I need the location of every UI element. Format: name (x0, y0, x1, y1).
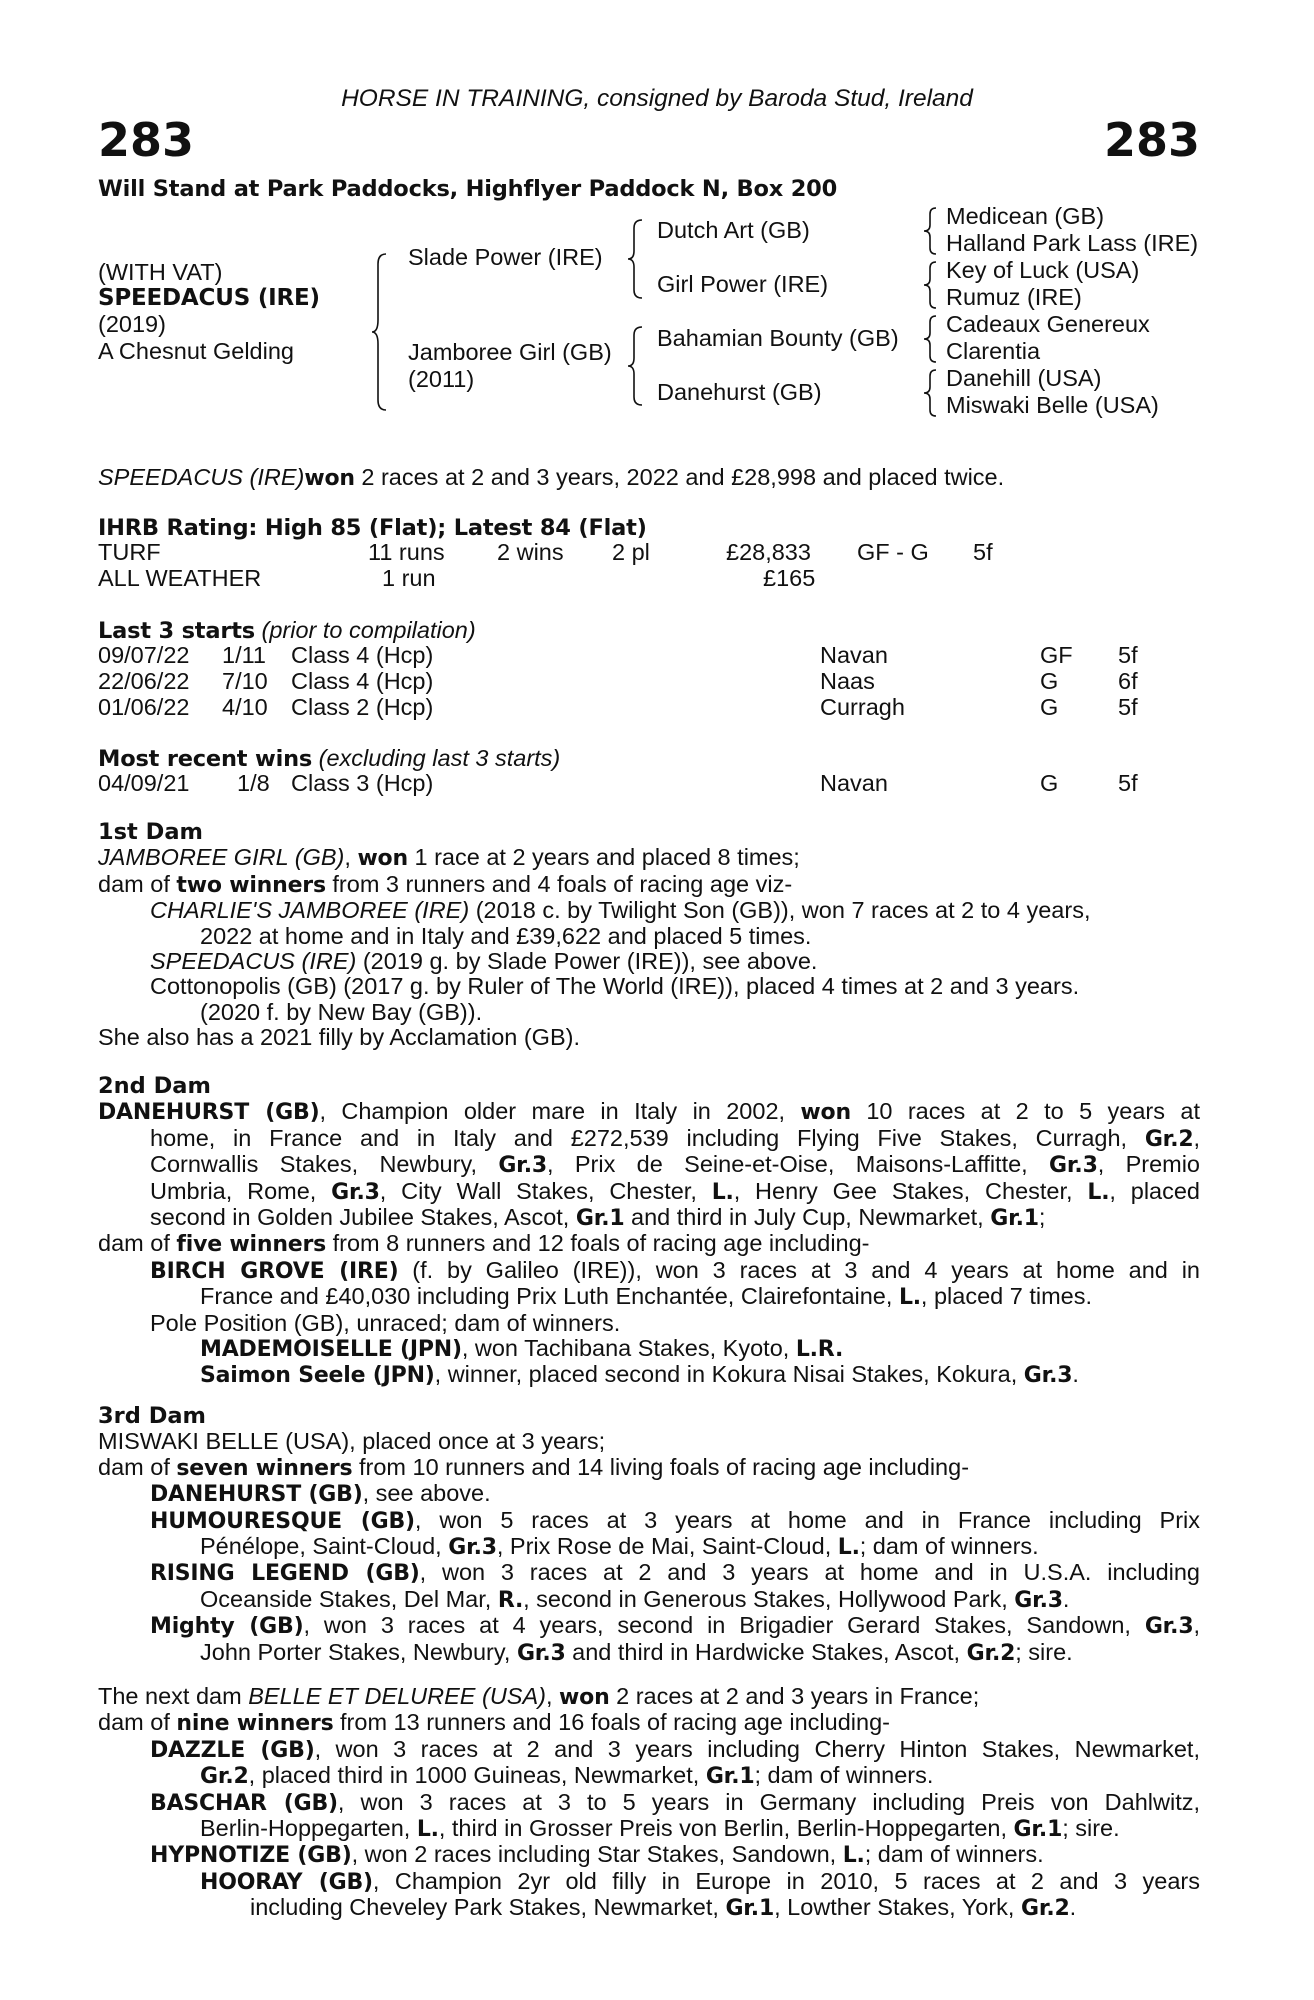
gg-dam-3: Clarentia (946, 338, 1041, 364)
horse-description: A Chesnut Gelding (98, 338, 294, 364)
gg-dam-4: Miswaki Belle (USA) (946, 392, 1159, 418)
gg-brace-1 (922, 206, 938, 256)
rating-heading: IHRB Rating: High 85 (Flat); Latest 84 (Flat) (98, 515, 647, 541)
dam-sire: Bahamian Bounty (GB) (657, 325, 899, 351)
section-heading: 3rd Dam (98, 1403, 206, 1429)
catalogue-title: HORSE IN TRAINING, consigned by Baroda Stud, Ireland (341, 85, 973, 112)
gg-brace-3 (922, 314, 938, 364)
section-heading: 1st Dam (98, 819, 203, 845)
vat-note: (WITH VAT) (98, 259, 223, 285)
lot-number-left: 283 (98, 113, 195, 167)
dam-dam: Danehurst (GB) (657, 379, 822, 405)
next-dam-section: The next dam BELLE ET DELUREE (USA), won 2 races at 2 and 3 years in France; dam of nine winners from 13 runners and 16 foals of racing age including- DAZZLE (GB), won 3 races at 2 and 3 years including Cherry Hinton Stakes, Newmarket, Gr.2, placed third in 1000 Guineas, Newmarket, Gr.1; dam of winners. BASCHAR (GB), won 3 races at 3 to 5 years in Germany including Preis von Dahlwitz, Berlin-Hoppegarten, L., third in Grosser Preis von Berlin, Berlin-Hoppegarten, Gr.1; sire. HYPNOTIZE (GB), won 2 races including Star Stakes, Sandown, L.; dam of winners. HOORAY (GB), Champion 2yr old filly in Europe in 2010, 5 races at 2 and 3 years including Cheveley Park Stakes, Newmarket, Gr.1, Lowther Stakes, York, Gr.2. (98, 1683, 1201, 1922)
sire-sire: Dutch Art (GB) (657, 217, 810, 243)
horse-year: (2019) (98, 311, 166, 337)
recent-wins-heading: Most recent wins (excluding last 3 starts) (98, 745, 561, 772)
stand-location: Will Stand at Park Paddocks, Highflyer Paddock N, Box 200 (98, 176, 838, 202)
dam: Jamboree Girl (GB) (408, 339, 612, 365)
dam-year: (2011) (408, 366, 475, 392)
gg-brace-4 (922, 368, 938, 418)
gg-sire-1: Medicean (GB) (946, 203, 1105, 229)
second-dam-section: 2nd Dam DANEHURST (GB), Champion older mare in Italy in 2002, won 10 races at 2 to 5 years at home, in France and in Italy and £272,539 including Flying Five Stakes, Curragh, Gr.2, Cornwallis Stakes, Newbury, Gr.3, Prix de Seine-et-Oise, Maisons-Laffitte, Gr.3, Premio Umbria, Rome, Gr.3, City Wall Stakes, Chester, L., Henry Gee Stakes, Chester, L., placed second in Golden Jubilee Stakes, Ascot, Gr.1 and third in July Cup, Newmarket, Gr.1; dam of five winners from 8 runners and 12 foals of racing age including- BIRCH GROVE (IRE) (f. by Galileo (IRE)), won 3 races at 3 and 4 years at home and in France and £40,030 including Prix Luth Enchantée, Clairefontaine, L., placed 7 times. Pole Position (GB), unraced; dam of winners. MADEMOISELLE (JPN), won Tachibana Stakes, Kyoto, L.R. Saimon Seele (JPN), winner, placed second in Kokura Nisai Stakes, Kokura, Gr.3. (98, 1073, 1201, 1389)
dam-line-brace (628, 325, 644, 407)
gg-sire-2: Key of Luck (USA) (946, 257, 1140, 283)
gg-sire-4: Danehill (USA) (946, 365, 1102, 391)
race-summary: SPEEDACUS (IRE)won 2 races at 2 and 3 years, 2022 and £28,998 and placed twice. (98, 464, 1005, 491)
lot-number-right: 283 (1103, 113, 1200, 167)
gg-brace-2 (922, 260, 938, 310)
summary-horse-name: SPEEDACUS (IRE) (98, 464, 305, 490)
first-dam-section: 1st Dam JAMBOREE GIRL (GB), won 1 race at 2 years and placed 8 times; dam of two winners from 3 runners and 4 foals of racing age viz- CHARLIE'S JAMBOREE (IRE) (2018 c. by Twilight Son (GB)), won 7 races at 2 to 4 years, 2022 at home and in Italy and £39,622 and placed 5 times. SPEEDACUS (IRE) (2019 g. by Slade Power (IRE)), see above. Cottonopolis (GB) (2017 g. by Ruler of The World (IRE)), placed 4 times at 2 and 3 years. (2020 f. by New Bay (GB)). She also has a 2021 filly by Acclamation (GB). (98, 820, 1200, 1051)
horse-name: SPEEDACUS (IRE) (98, 285, 320, 311)
sire-dam: Girl Power (IRE) (657, 271, 829, 297)
section-heading: 2nd Dam (98, 1073, 211, 1099)
gg-sire-3: Cadeaux Genereux (946, 311, 1150, 337)
third-dam-section: 3rd Dam MISWAKI BELLE (USA), placed once at 3 years; dam of seven winners from 10 runners and 14 living foals of racing age including- DANEHURST (GB), see above. HUMOURESQUE (GB), won 5 races at 3 years at home and in France including Prix Pénélope, Saint-Cloud, Gr.3, Prix Rose de Mai, Saint-Cloud, L.; dam of winners. RISING LEGEND (GB), won 3 races at 2 and 3 years at home and in U.S.A. including Oceanside Stakes, Del Mar, R., second in Generous Stakes, Hollywood Park, Gr.3. Mighty (GB), won 3 races at 4 years, second in Brigadier Gerard Stakes, Sandown, Gr.3, John Porter Stakes, Newbury, Gr.3 and third in Hardwicke Stakes, Ascot, Gr.2; sire. (98, 1403, 1201, 1666)
sire: Slade Power (IRE) (408, 244, 603, 270)
sire-line-brace (628, 218, 644, 300)
sire-dam-brace (372, 252, 388, 412)
gg-dam-1: Halland Park Lass (IRE) (946, 230, 1199, 256)
gg-dam-2: Rumuz (IRE) (946, 284, 1082, 310)
last-3-heading: Last 3 starts (prior to compilation) (98, 617, 476, 644)
